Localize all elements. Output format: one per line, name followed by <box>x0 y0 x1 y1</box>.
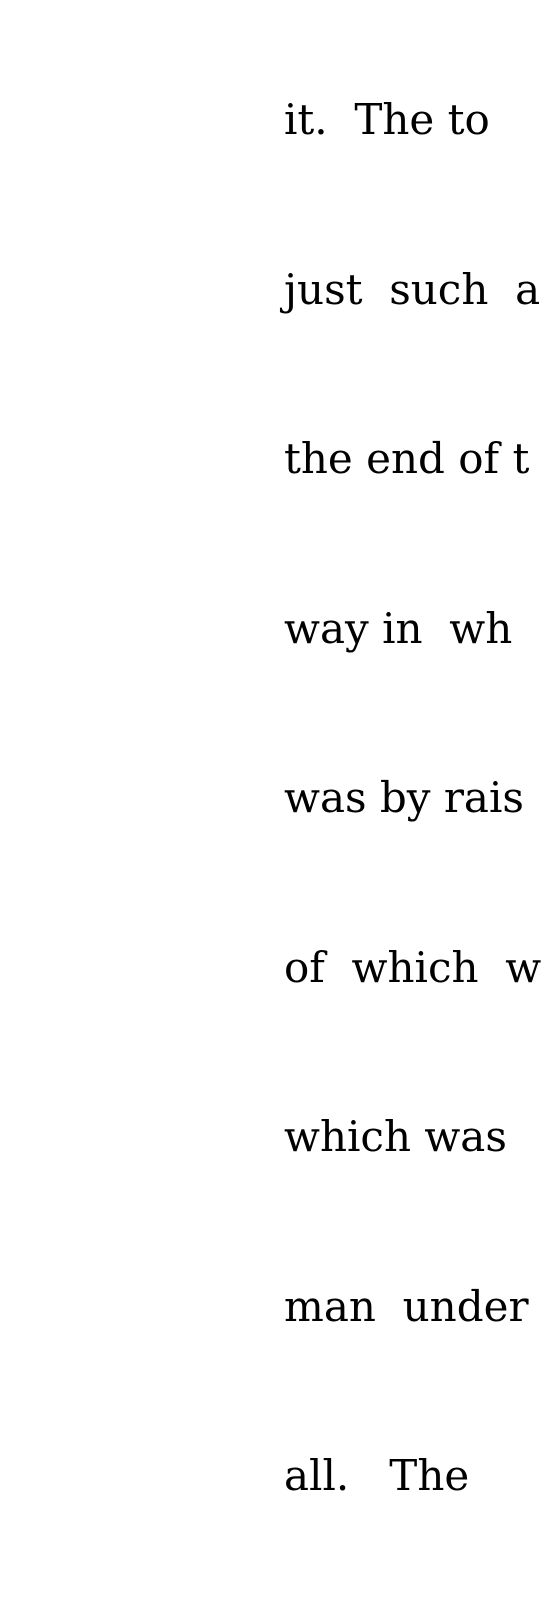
text-line: all. The <box>284 1451 470 1500</box>
text-column <box>284 0 541 1618</box>
text-line: the end of t <box>284 434 530 483</box>
text-line: of which w <box>284 942 541 992</box>
text-line: was by rais <box>284 773 524 822</box>
text-line: man under <box>284 1281 529 1331</box>
text-line: just such a <box>284 264 541 314</box>
text-line: which was <box>284 1112 507 1161</box>
text-line: it. The to <box>284 95 490 144</box>
text-line: way in wh <box>284 603 513 653</box>
